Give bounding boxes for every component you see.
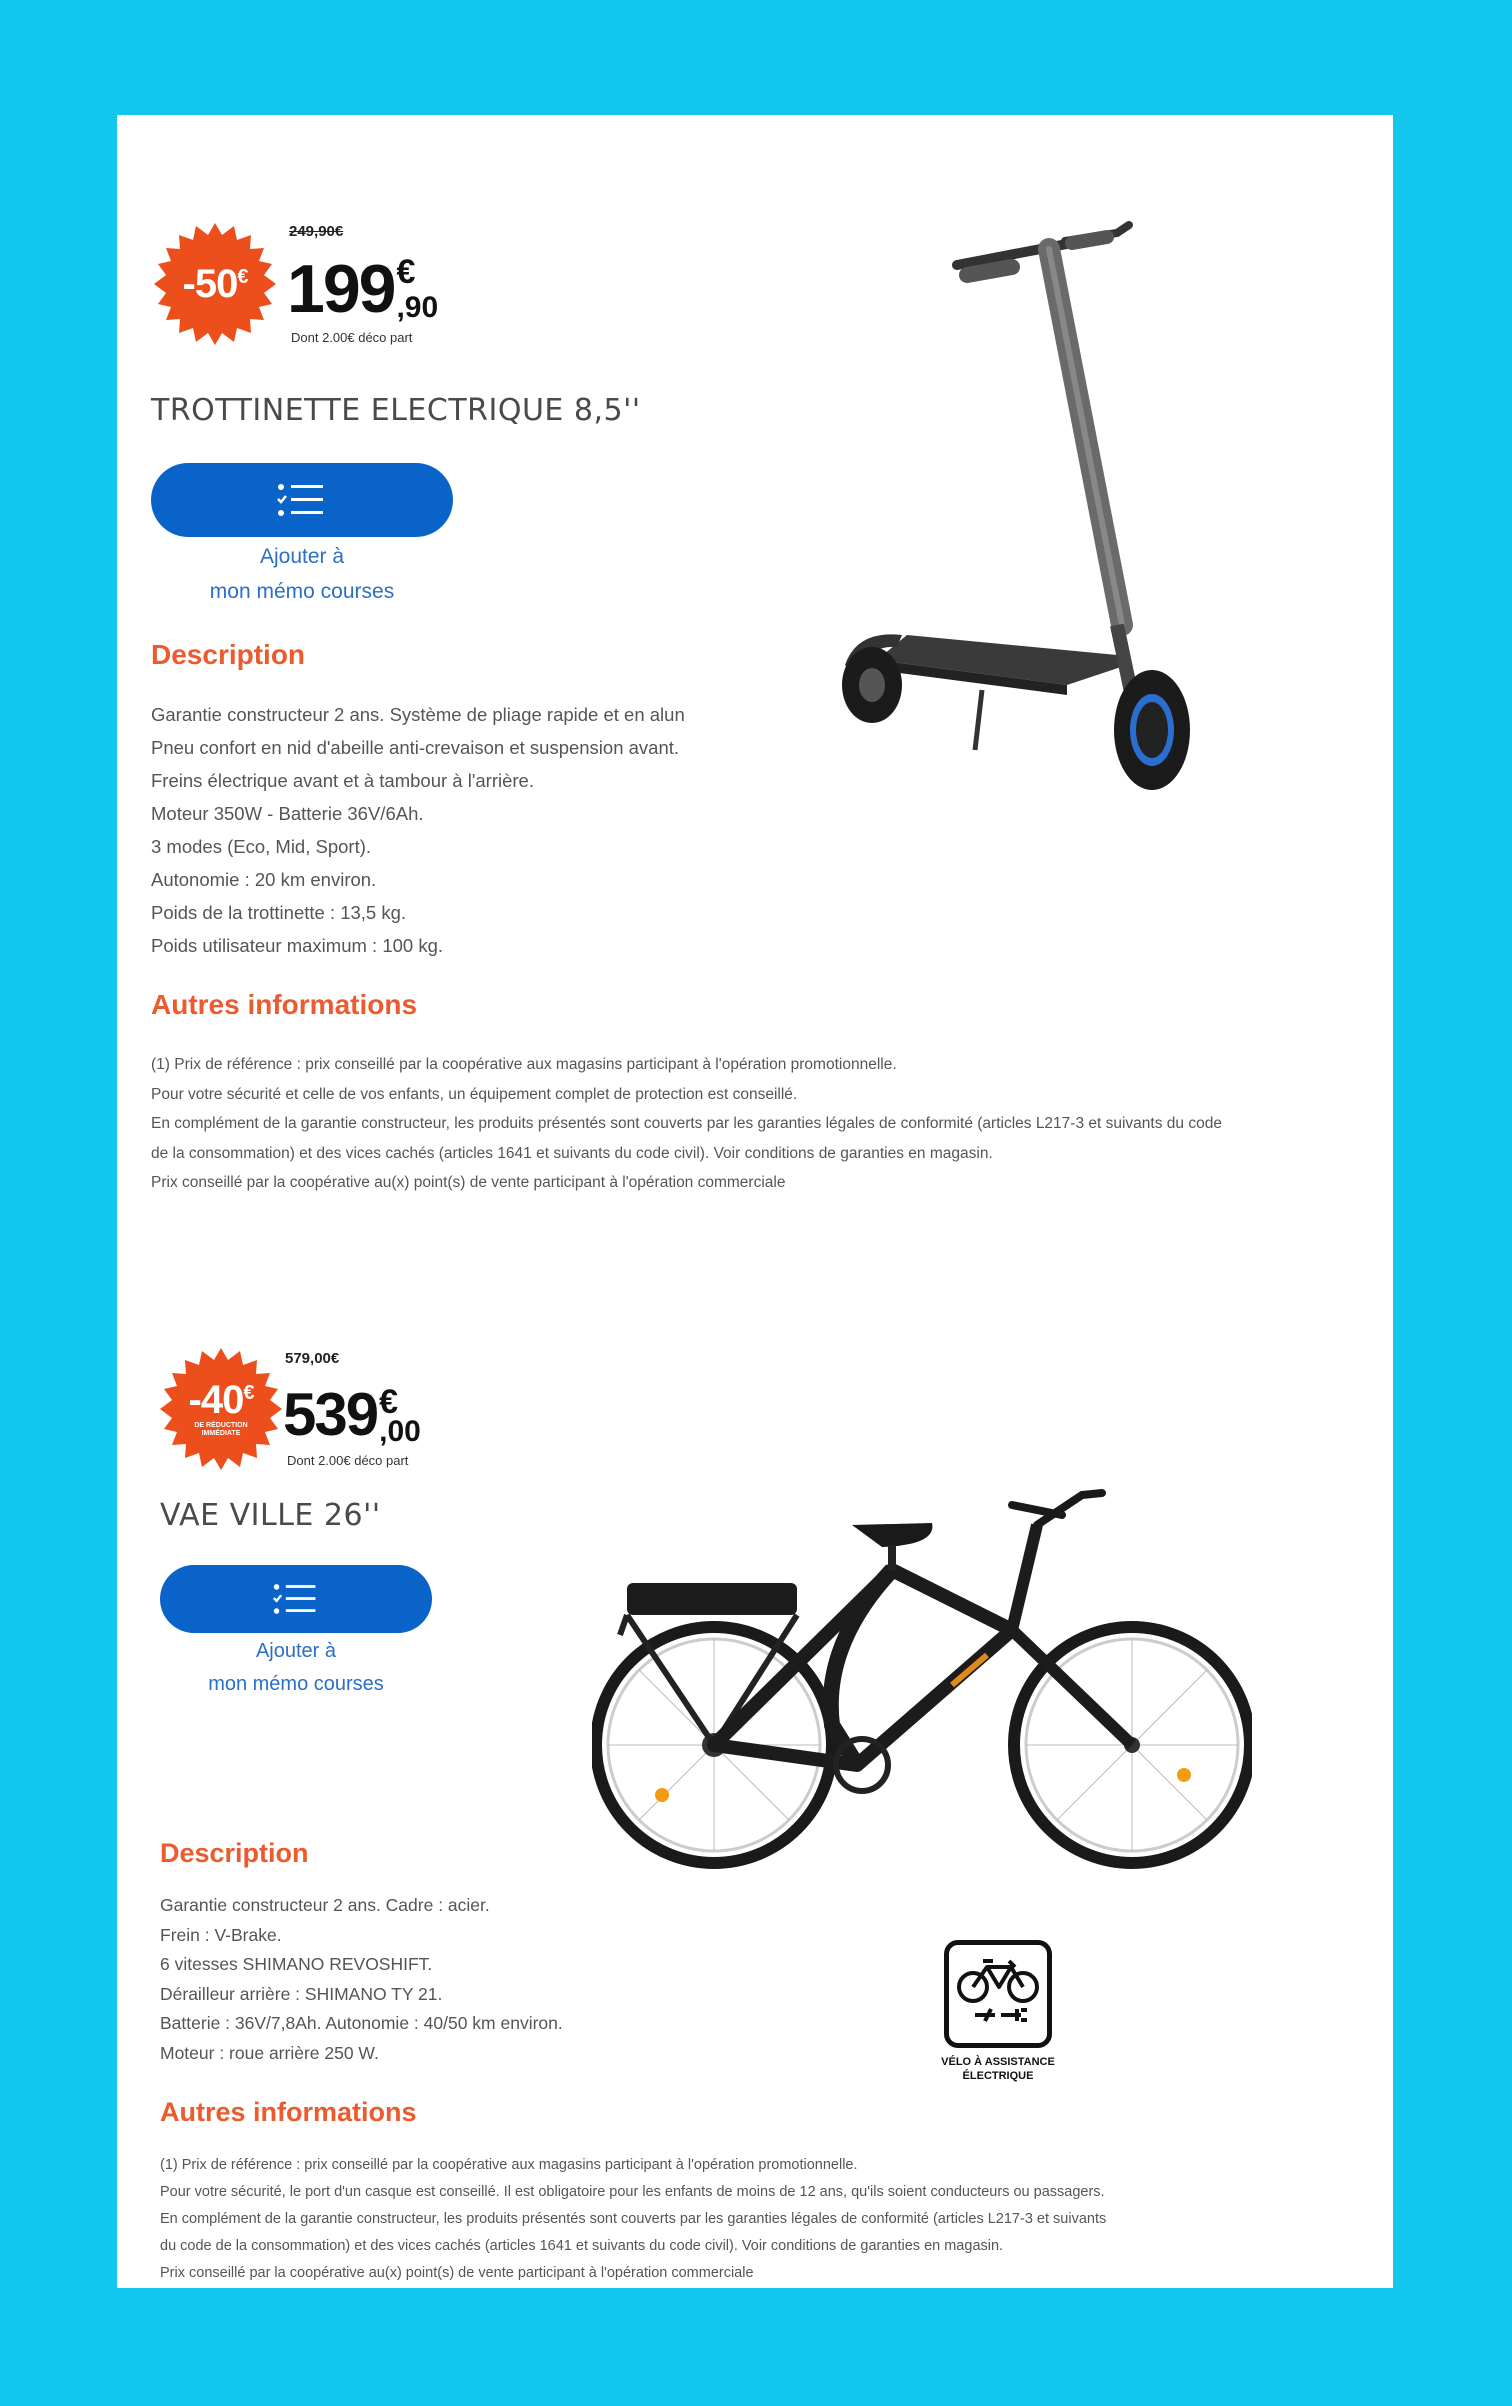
memo-label-line1: Ajouter à [255,1640,337,1662]
old-price: 249,90€ [289,223,344,240]
info-line: (1) Prix de référence : prix conseillé par la coopérative aux magasins participant à l'opération promotionnelle. [160,2157,858,2173]
description-list [160,1891,563,2068]
description-line: Poids utilisateur maximum : 100 kg. [151,935,444,956]
list-icon [271,1582,321,1616]
current-price: 539 € ,00 [283,1381,421,1448]
eco-part: Dont 2.00€ déco part [287,1453,409,1468]
description-line: Garantie constructeur 2 ans. Cadre : acier. [160,1895,490,1915]
list-icon [275,482,329,518]
memo-label-line1: Ajouter à [259,545,345,568]
description-line: 3 modes (Eco, Mid, Sport). [151,836,372,857]
badge-line: VÉLO À ASSISTANCE [941,2056,1055,2068]
description-line: 6 vitesses SHIMANO REVOSHIFT. [160,1954,433,1974]
info-line: Pour votre sécurité et celle de vos enfants, un équipement complet de protection est conseillé. [151,1085,798,1103]
electric-bike-badge-label [918,2055,1078,2083]
add-to-memo-button[interactable] [160,1565,432,1633]
memo-label-line2: mon mémo courses [208,1673,384,1695]
old-price: 579,00€ [285,1350,340,1367]
discount-subtag: DE RÉDUCTION IMMÉDIATE [194,1422,248,1437]
product-card-scooter [117,115,1393,1245]
info-line: En complément de la garantie constructeur, les produits présentés sont couverts par les garanties légales de conformité (articles L217-3 et suivants du code de la consommation) et des vices cachés (articles 1641 et suivants du code civil). Voir conditions de garanties en magasin. [151,1115,1222,1162]
product-title: VAE VILLE 26'' [160,1498,381,1533]
discount-badge [154,223,276,345]
add-to-memo-button[interactable] [151,463,453,537]
add-to-memo-link[interactable] [151,539,453,609]
discount-amount: -40€ [188,1378,254,1423]
product-card-ebike [117,1225,1393,2288]
product-title: TROTTINETTE ELECTRIQUE 8,5'' [151,393,641,428]
description-line: Garantie constructeur 2 ans. Système de pliage rapide et en alun [151,704,685,725]
badge-line: ÉLECTRIQUE [962,2070,1034,2082]
description-line: Autonomie : 20 km environ. [151,869,377,890]
info-line: (1) Prix de référence : prix conseillé par la coopérative aux magasins participant à l'opération promotionnelle. [151,1056,897,1073]
description-line: Frein : V-Brake. [160,1924,282,1945]
info-line: Prix conseillé par la coopérative au(x) point(s) de vente participant à l'opération commerciale [160,2265,754,2281]
electric-bike-badge [944,1940,1052,2048]
info-line: En complément de la garantie constructeur, les produits présentés sont couverts par les garanties légales de conformité (articles L217-3 et suivants du code de la consommation) et des vices cachés (articles 1641 et suivants du code civil). Voir conditions de garanties en magasin. [160,2211,1107,2254]
info-line: Pour votre sécurité, le port d'un casque est conseillé. Il est obligatoire pour les enfants de moins de 12 ans, qu'ils soient conducteurs ou passagers. [160,2184,1105,2200]
info-line: Prix conseillé par la coopérative au(x) point(s) de vente participant à l'opération commerciale [151,1174,786,1191]
description-line: Pneu confort en nid d'abeille anti-crevaison et suspension avant. [151,737,680,758]
ebike-image [592,1465,1252,1905]
description-line: Moteur 350W - Batterie 36V/6Ah. [151,803,424,824]
description-heading: Description [160,1838,309,1868]
info-heading: Autres informations [160,2097,417,2127]
description-line: Dérailleur arrière : SHIMANO TY 21. [160,1983,443,2004]
discount-badge [160,1348,282,1470]
info-text [160,2152,1120,2287]
memo-label-line2: mon mémo courses [209,580,395,603]
description-line: Moteur : roue arrière 250 W. [160,2042,379,2063]
description-line: Poids de la trottinette : 13,5 kg. [151,902,407,923]
description-line: Batterie : 36V/7,8Ah. Autonomie : 40/50 km environ. [160,2013,563,2033]
description-list [151,698,685,962]
discount-amount: -50€ [182,262,248,306]
current-price: 199 € ,90 [287,251,439,327]
info-text [151,1050,1231,1198]
description-line: Freins électrique avant et à tambour à l'arrière. [151,770,534,791]
info-heading: Autres informations [151,989,418,1020]
eco-part: Dont 2.00€ déco part [291,330,413,345]
add-to-memo-link[interactable] [160,1635,432,1701]
description-heading: Description [151,639,306,670]
scooter-image [817,185,1297,805]
electric-bike-icon [955,1955,1041,2033]
content-panel [117,115,1393,2288]
